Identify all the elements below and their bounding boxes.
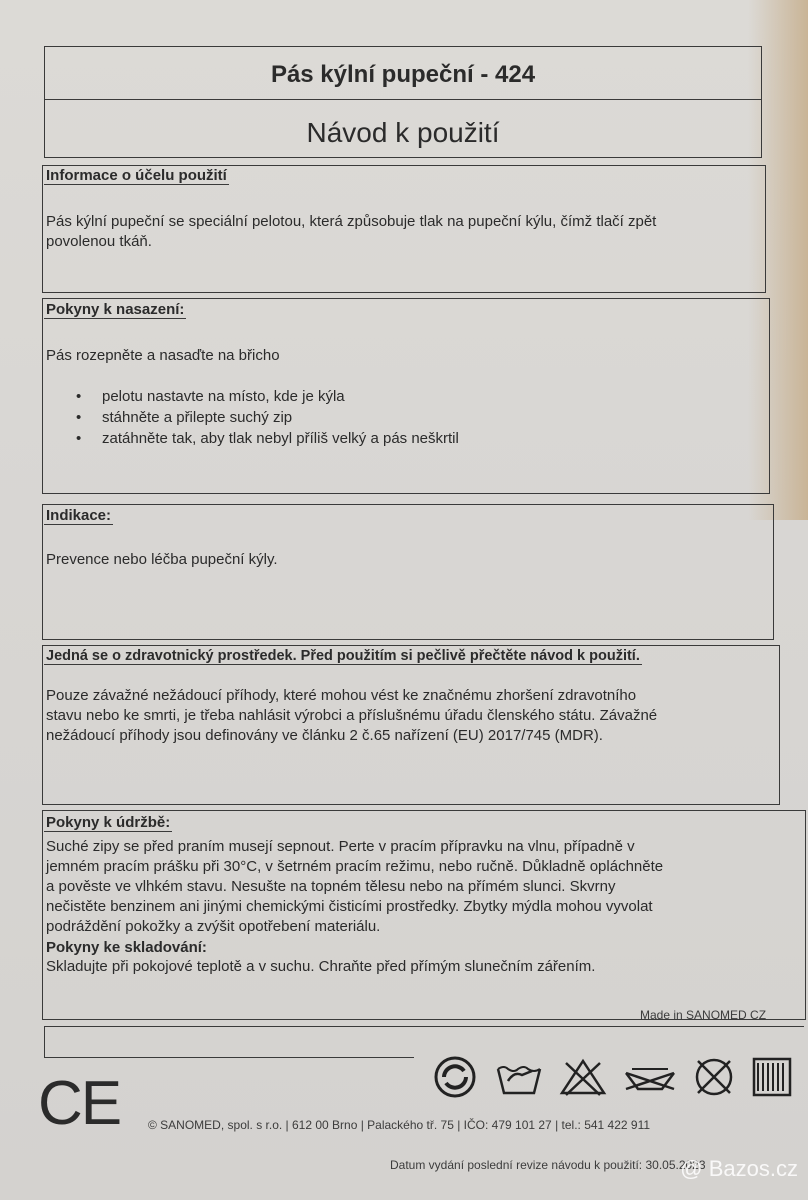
care-line3: a pověste ve vlhkém stavu. Nesušte na topném tělesu nebo na přímém slunci. Skvrny xyxy=(46,878,616,895)
medical-line1: Pouze závažné nežádoucí příhody, které mohou vést ke značnému zhoršení zdravotního xyxy=(46,687,637,704)
medical-line2: stavu nebo ke smrti, je třeba nahlásit výrobci a příslušnému úřadu členského státu. Závažné xyxy=(46,707,658,724)
blank-field xyxy=(44,1026,414,1058)
no-iron-icon xyxy=(750,1055,794,1104)
medical-line3: nežádoucí příhody jsou definovány ve článku 2 č.65 nařízení (EU) 2017/745 (MDR). xyxy=(46,727,603,744)
care-line4: nečistěte benzinem ani jinými chemickými čisticími prostředky. Zbytky mýdla mohou vyvolat xyxy=(46,898,653,915)
fitting-heading: Pokyny k nasazení: xyxy=(46,301,185,318)
indication-heading: Indikace: xyxy=(46,507,112,524)
divider-line xyxy=(44,1026,804,1027)
ce-mark: CE xyxy=(38,1069,121,1138)
storage-text: Skladujte při pokojové teplotě a v suchu. Chraňte před přímým slunečním zářením. xyxy=(46,958,596,975)
fitting-bullet-list xyxy=(46,386,459,449)
recycle-icon xyxy=(430,1055,480,1104)
watermark-label: @ Bazos.cz xyxy=(680,1156,798,1181)
purpose-text-line2: povolenou tkáň. xyxy=(46,233,152,250)
medical-heading: Jedná se o zdravotnický prostředek. Před použitím si pečlivě přečtěte návod k použití. xyxy=(46,648,640,664)
indication-text: Prevence nebo léčba pupeční kýly. xyxy=(46,551,278,568)
list-item: • stáhněte a přilepte suchý zip xyxy=(46,407,459,428)
document-subtitle: Návod k použití xyxy=(306,117,500,148)
care-symbols-row xyxy=(430,1055,794,1104)
no-dry-clean-icon xyxy=(692,1055,736,1104)
title-divider xyxy=(45,99,761,100)
made-in-label: Made in SANOMED CZ xyxy=(640,1008,767,1022)
fitting-intro: Pás rozepněte a nasaďte na břicho xyxy=(46,347,280,364)
no-tumble-dry-icon xyxy=(622,1055,678,1104)
storage-heading: Pokyny ke skladování: xyxy=(46,939,207,956)
indication-box xyxy=(42,504,774,640)
hand-wash-icon xyxy=(494,1055,544,1104)
title-box xyxy=(44,46,762,158)
care-line1: Suché zipy se před praním musejí sepnout. Perte v pracím přípravku na vlnu, případně v xyxy=(46,838,635,855)
list-item: • zatáhněte tak, aby tlak nebyl příliš velký a pás neškrtil xyxy=(46,428,459,449)
purpose-heading: Informace o účelu použití xyxy=(46,167,227,184)
care-line2: jemném pracím prášku při 30°C, v šetrném pracím režimu, nebo ručně. Důkladně opláchněte xyxy=(46,858,664,875)
care-heading: Pokyny k údržbě: xyxy=(46,814,171,831)
revision-date: Datum vydání poslední revize návodu k použití: 30.05.2023 xyxy=(390,1158,706,1172)
purpose-text-line1: Pás kýlní pupeční se speciální pelotou, která způsobuje tlak na pupeční kýlu, čímž tlačí zpět xyxy=(46,213,657,230)
care-line5: podráždění pokožky a zvýšit opotřebení materiálu. xyxy=(46,918,381,935)
document-title: Pás kýlní pupeční - 424 xyxy=(270,61,536,88)
company-info: © SANOMED, spol. s r.o. | 612 00 Brno | Palackého tř. 75 | IČO: 479 101 27 | tel.: 541 422 911 xyxy=(148,1118,651,1132)
list-item: • pelotu nastavte na místo, kde je kýla xyxy=(46,386,459,407)
no-bleach-icon xyxy=(558,1055,608,1104)
